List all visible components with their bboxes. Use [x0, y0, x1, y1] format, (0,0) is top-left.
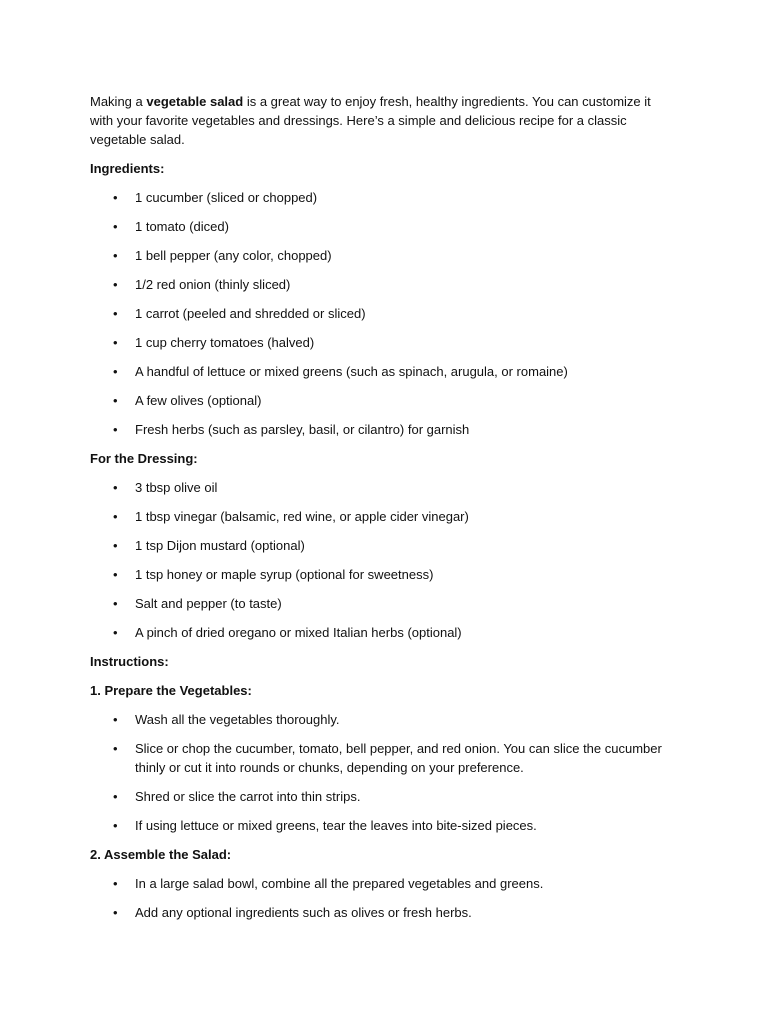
intro-prefix: Making a — [90, 94, 147, 109]
instructions-heading: Instructions: — [90, 654, 169, 669]
step-item: • Slice or chop the cucumber, tomato, bell pepper, and red onion. You can slice the cucumber thinly or cut it into rounds or chunks, depending on your preference. — [90, 739, 670, 777]
ingredient-item: • 1 carrot (peeled and shredded or sliced) — [90, 304, 670, 323]
dressing-item: • 1 tsp Dijon mustard (optional) — [90, 536, 670, 555]
step-item: • In a large salad bowl, combine all the prepared vegetables and greens. — [90, 874, 670, 893]
ingredients-heading: Ingredients: — [90, 161, 165, 176]
step-item: • If using lettuce or mixed greens, tear the leaves into bite-sized pieces. — [90, 816, 670, 835]
dressing-item: • 1 tbsp vinegar (balsamic, red wine, or apple cider vinegar) — [90, 507, 670, 526]
step-heading-prepare: 1. Prepare the Vegetables: — [90, 683, 252, 698]
dressing-heading: For the Dressing: — [90, 451, 198, 466]
intro-paragraph — [90, 92, 670, 149]
dressing-item: • 1 tsp honey or maple syrup (optional for sweetness) — [90, 565, 670, 584]
ingredient-item: • A few olives (optional) — [90, 391, 670, 410]
assemble-steps-list — [90, 874, 670, 922]
ingredient-item: • A handful of lettuce or mixed greens (such as spinach, arugula, or romaine) — [90, 362, 670, 381]
intro-bold-term: vegetable salad — [146, 94, 244, 109]
step-heading-assemble: 2. Assemble the Salad: — [90, 847, 232, 862]
ingredient-item: • 1 cucumber (sliced or chopped) — [90, 188, 670, 207]
ingredient-item: • 1 cup cherry tomatoes (halved) — [90, 333, 670, 352]
step-item: • Add any optional ingredients such as olives or fresh herbs. — [90, 903, 670, 922]
step-item: • Shred or slice the carrot into thin strips. — [90, 787, 670, 806]
intro-suffix: is a great way to enjoy fresh, healthy ingredients. You can customize it with your favorite vegetables and dressings. Here’s a simple and delicious recipe for a classic vegetable salad. — [90, 94, 651, 147]
prepare-steps-list — [90, 710, 670, 835]
document-page — [90, 92, 670, 932]
dressing-item: • A pinch of dried oregano or mixed Italian herbs (optional) — [90, 623, 670, 642]
dressing-item: • Salt and pepper (to taste) — [90, 594, 670, 613]
dressing-item: • 3 tbsp olive oil — [90, 478, 670, 497]
ingredient-item: • 1 bell pepper (any color, chopped) — [90, 246, 670, 265]
ingredient-item: • Fresh herbs (such as parsley, basil, or cilantro) for garnish — [90, 420, 670, 439]
dressing-list — [90, 478, 670, 642]
ingredient-item: • 1/2 red onion (thinly sliced) — [90, 275, 670, 294]
step-item: • Wash all the vegetables thoroughly. — [90, 710, 670, 729]
ingredient-item: • 1 tomato (diced) — [90, 217, 670, 236]
ingredients-list — [90, 188, 670, 439]
